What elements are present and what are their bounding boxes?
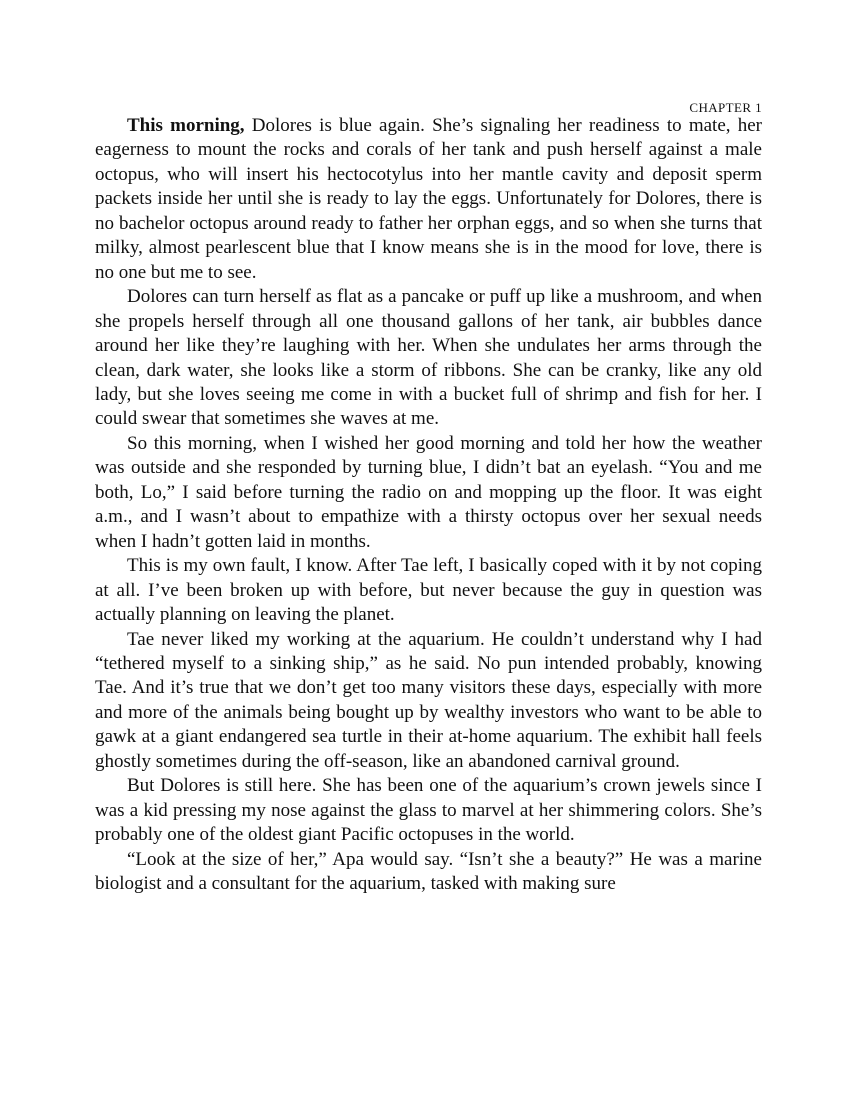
chapter-header: CHAPTER 1 <box>689 100 762 115</box>
paragraph-lead-bold: This morning, <box>127 115 245 136</box>
paragraph-text: Dolores is blue again. She’s signaling her readiness to mate, her eagerness to mount the rocks and corals of her tank and push herself against a male octopus, who will insert his hectocotylus into her mantle cavity and deposit sperm packets inside her until she is ready to lay the eggs. Unfortunately for Dolores, there is no bachelor octopus around ready to father her orphan eggs, and so when she turns that milky, almost pearlescent blue that I know means she is in the mood for love, there is no one but me to see. <box>95 115 762 283</box>
paragraph: Dolores can turn herself as flat as a pancake or puff up like a mushroom, and when she propels herself through all one thousand gallons of her tank, air bubbles dance around her like they’re laughing with her. When she undulates her arms through the clean, dark water, she looks like a storm of ribbons. She can be cranky, like any old lady, but she loves seeing me come in with a bucket full of shrimp and fish for her. I could swear that sometimes she waves at me. <box>95 286 762 430</box>
paragraph: Tae never liked my working at the aquarium. He couldn’t understand why I had “tethered myself to a sinking ship,” as he said. No pun intended probably, knowing Tae. And it’s true that we don’t get too many visitors these days, especially with more and more of the animals being bought up by wealthy investors who want to be able to gawk at a giant endangered sea turtle in their at-home aquarium. The exhibit hall feels ghostly sometimes during the off-season, like an abandoned carnival ground. <box>95 628 762 772</box>
paragraph: This is my own fault, I know. After Tae left, I basically coped with it by not coping at all. I’ve been broken up with before, but never because the guy in question was actually planning on leaving the planet. <box>95 555 762 626</box>
paragraph: So this morning, when I wished her good morning and told her how the weather was outside and she responded by turning blue, I didn’t bat an eyelash. “You and me both, Lo,” I said before turning the radio on and mopping up the floor. It was eight a.m., and I wasn’t about to empathize with a thirsty octopus over her sexual needs when I hadn’t gotten laid in months. <box>95 432 762 552</box>
paragraph: But Dolores is still here. She has been one of the aquarium’s crown jewels since I was a kid pressing my nose against the glass to marvel at her shimmering colors. She’s probably one of the oldest giant Pacific octopuses in the world. <box>95 775 762 846</box>
paragraph: “Look at the size of her,” Apa would say. “Isn’t she a beauty?” He was a marine biologist and a consultant for the aquarium, tasked with making sure <box>95 848 762 895</box>
text-body <box>95 114 762 897</box>
paragraph <box>95 114 762 285</box>
